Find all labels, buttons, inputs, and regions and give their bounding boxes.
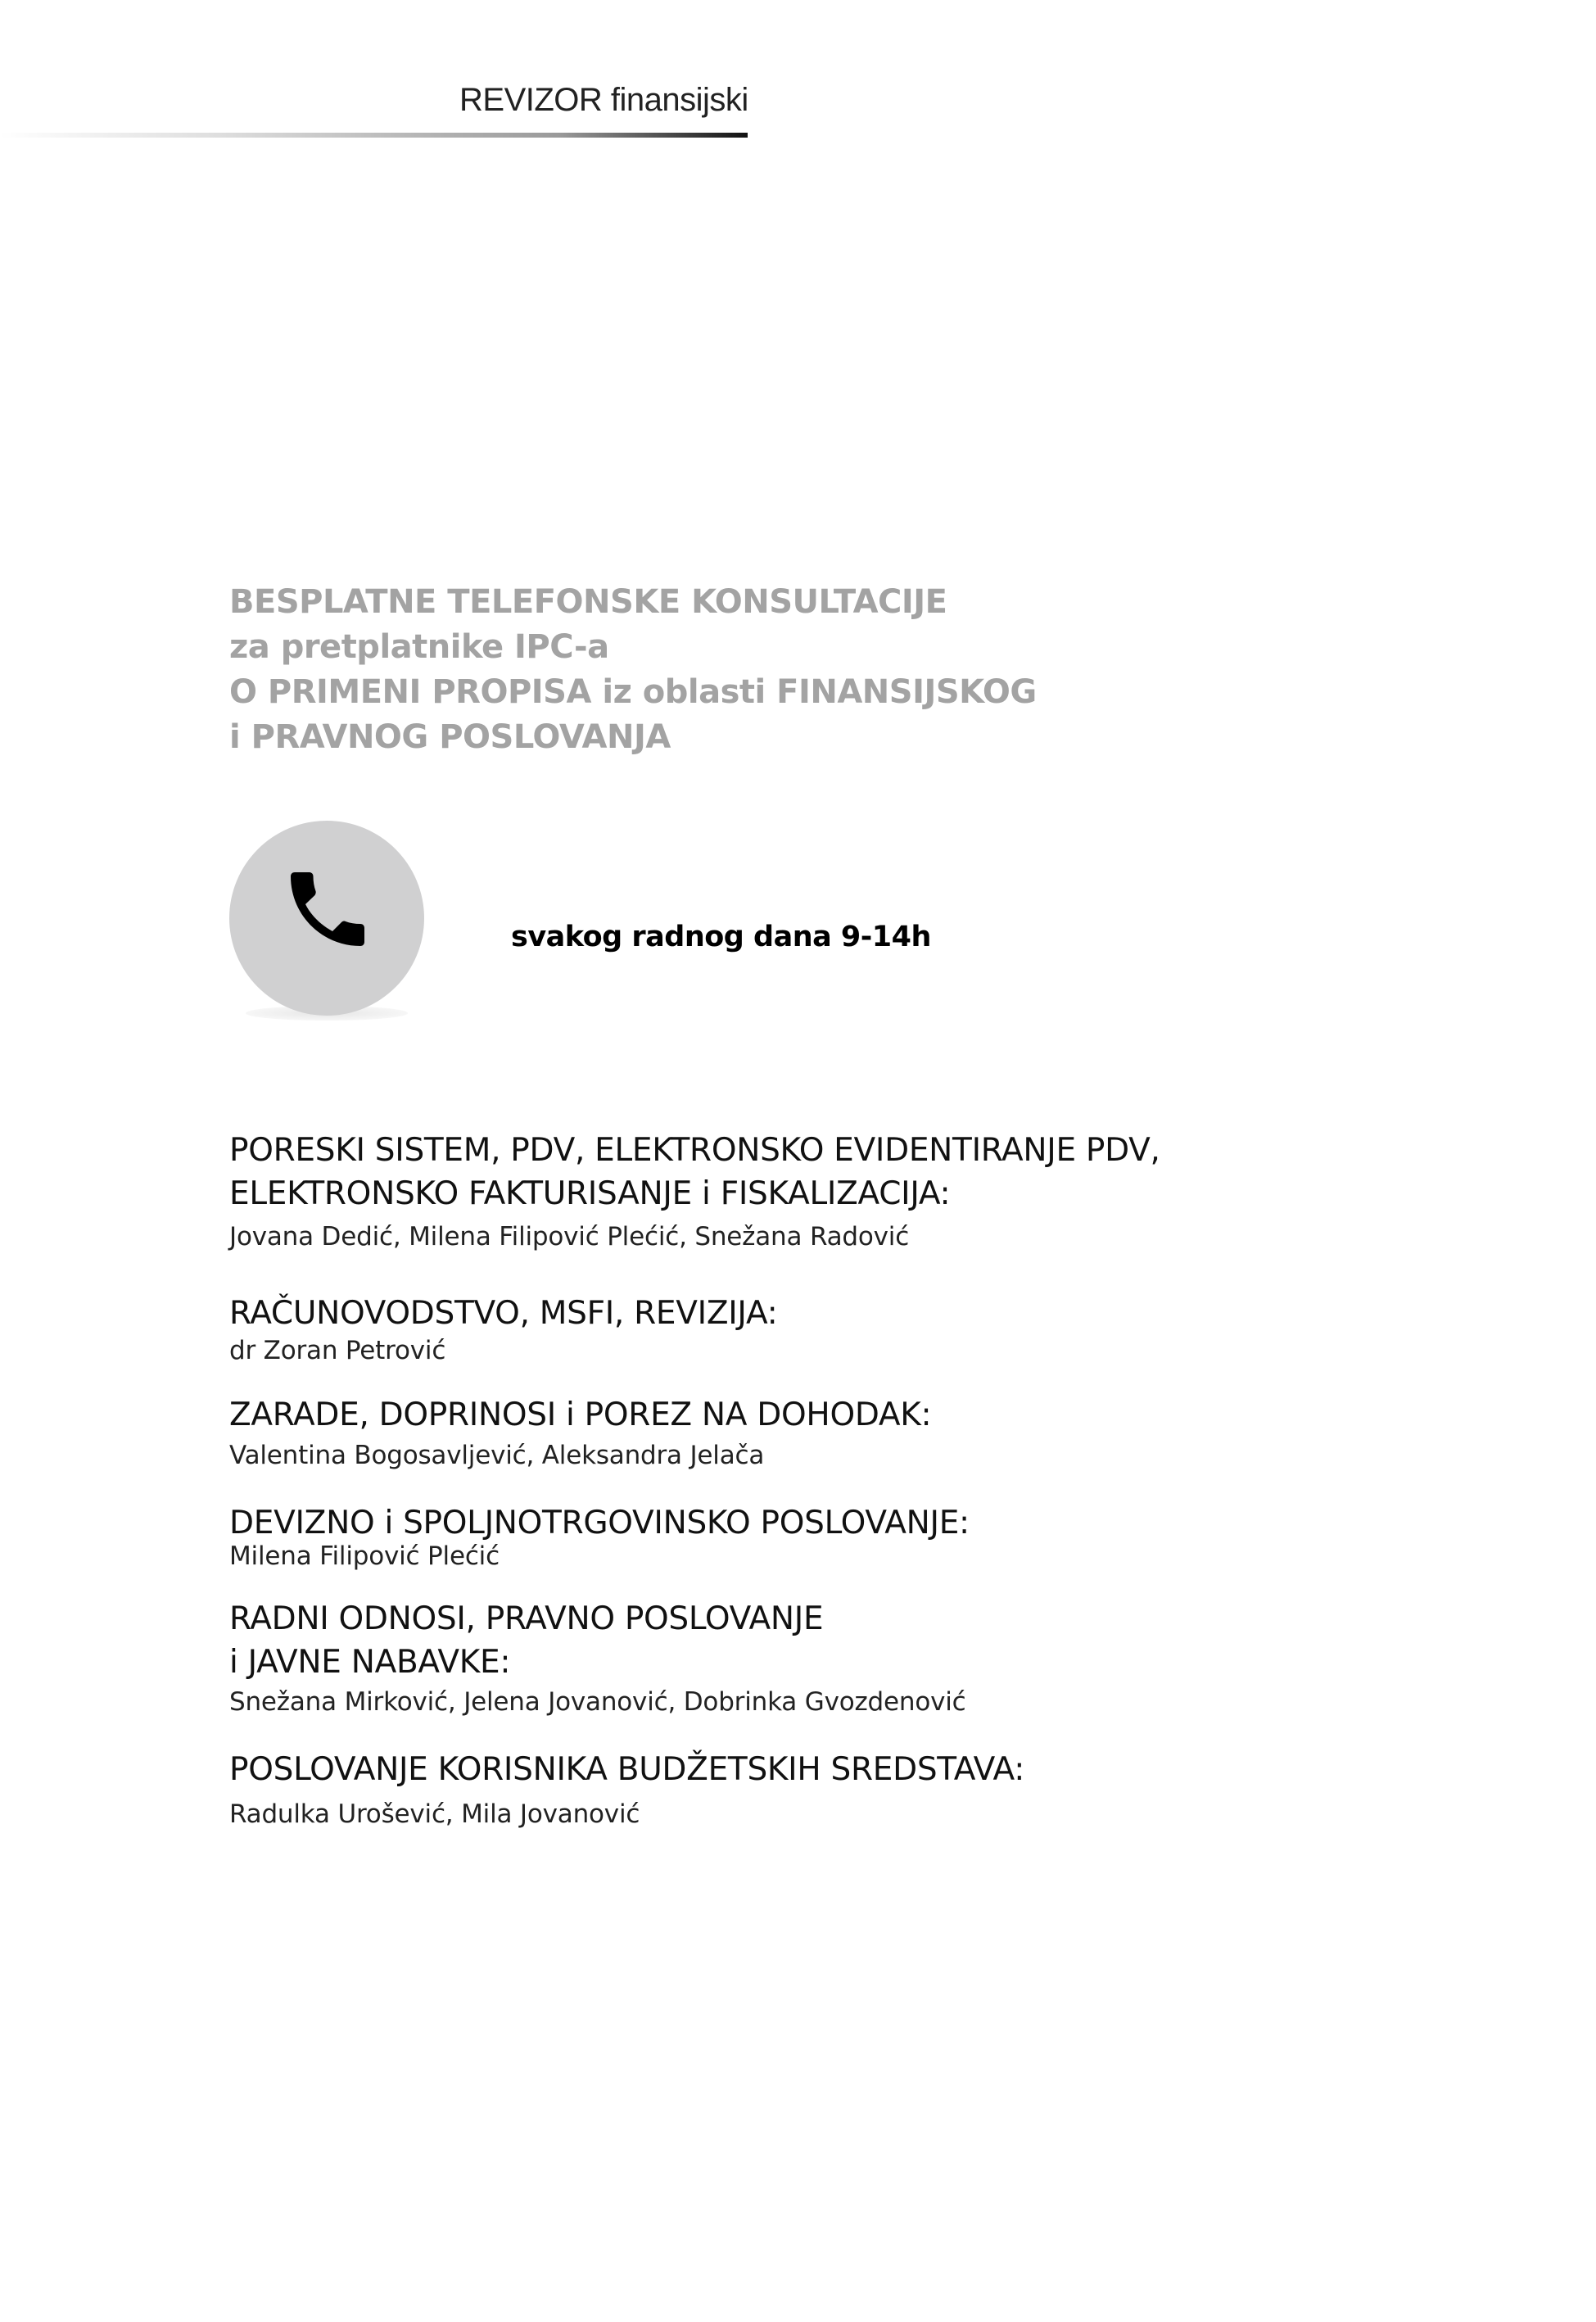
section-names: Jovana Dedić, Milena Filipović Plećić, Snežana Radović bbox=[229, 1222, 910, 1252]
intro-line: O PRIMENI PROPISA iz oblasti FINANSIJSKOG bbox=[229, 673, 1037, 711]
section-title: i JAVNE NABAVKE: bbox=[229, 1644, 511, 1681]
section-title: ZARADE, DOPRINOSI i POREZ NA DOHODAK: bbox=[229, 1396, 932, 1433]
section-title: RADNI ODNOSI, PRAVNO POSLOVANJE bbox=[229, 1600, 824, 1637]
intro-line: i PRAVNOG POSLOVANJA bbox=[229, 718, 671, 756]
section-names: Valentina Bogosavljević, Aleksandra Jelača bbox=[229, 1441, 765, 1470]
section-title: ELEKTRONSKO FAKTURISANJE i FISKALIZACIJA: bbox=[229, 1175, 951, 1212]
section-names: Milena Filipović Plećić bbox=[229, 1541, 500, 1571]
intro-line: za pretplatnike IPC-a bbox=[229, 628, 609, 666]
section-names: dr Zoran Petrović bbox=[229, 1336, 446, 1365]
section-title: POSLOVANJE KORISNIKA BUDŽETSKIH SREDSTAVA: bbox=[229, 1751, 1025, 1788]
section-names: Snežana Mirković, Jelena Jovanović, Dobrinka Gvozdenović bbox=[229, 1687, 966, 1717]
section-names: Radulka Urošević, Mila Jovanović bbox=[229, 1799, 640, 1829]
section-title: DEVIZNO i SPOLJNOTRGOVINSKO POSLOVANJE: bbox=[229, 1505, 970, 1541]
section-title: PORESKI SISTEM, PDV, ELEKTRONSKO EVIDENTIRANJE PDV, bbox=[229, 1132, 1160, 1169]
header-divider bbox=[0, 133, 748, 138]
section-title: RAČUNOVODSTVO, MSFI, REVIZIJA: bbox=[229, 1295, 778, 1332]
phone-icon bbox=[278, 860, 377, 958]
intro-line: BESPLATNE TELEFONSKE KONSULTACIJE bbox=[229, 583, 947, 621]
consultation-hours: svakog radnog dana 9-14h bbox=[511, 921, 931, 953]
running-header: REVIZOR finansijski bbox=[459, 82, 748, 118]
